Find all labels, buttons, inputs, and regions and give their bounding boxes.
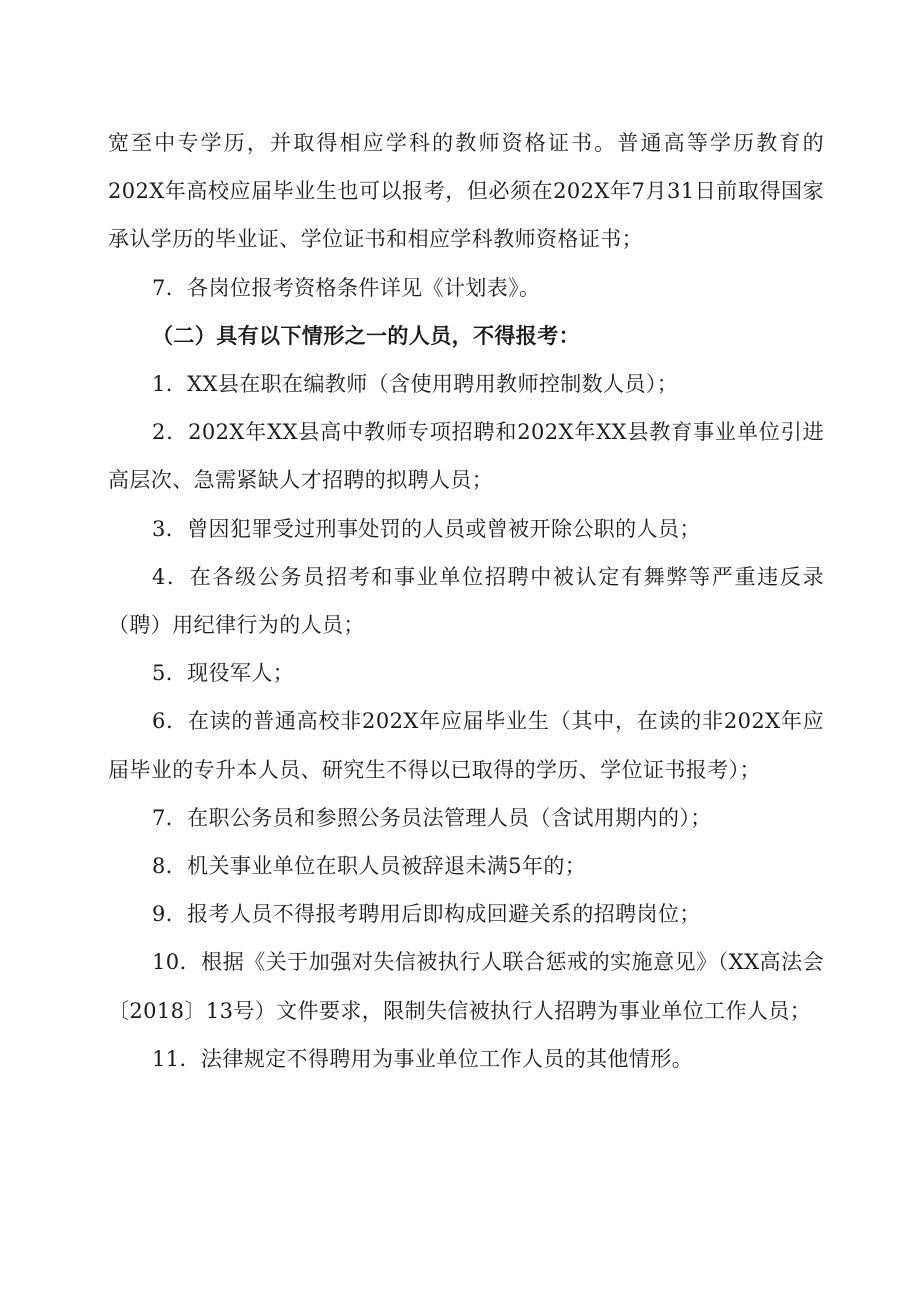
list-item: 3．曾因犯罪受过刑事处罚的人员或曾被开除公职的人员； [152, 516, 701, 541]
list-item: 8．机关事业单位在职人员被辞退未满5年的； [152, 854, 587, 879]
list-item: 2．202X年XX县高中教师专项招聘和202X年XX县教育事业单位引进高层次、急需紧缺人才招聘的拟聘人员； [108, 420, 824, 493]
document-body [108, 119, 824, 1083]
list-item: 10．根据《关于加强对失信被执行人联合惩戒的实施意见》（XX高法会〔2018〕13号）文件要求，限制失信被执行人招聘为事业单位工作人员； [108, 950, 824, 1023]
section-heading: （二）具有以下情形之一的人员，不得报考： [152, 322, 580, 348]
paragraph-item-7: 7．各岗位报考资格条件详见《计划表》。 [152, 275, 541, 300]
list-item: 5．现役军人； [152, 661, 295, 686]
list-item: 9．报考人员不得报考聘用后即构成回避关系的招聘岗位； [152, 902, 701, 927]
list-item: 1．XX县在职在编教师（含使用聘用教师控制数人员）； [152, 372, 679, 397]
list-item: 11．法律规定不得聘用为事业单位工作人员的其他情形。 [152, 1046, 694, 1071]
list-item: 6．在读的普通高校非202X年应届毕业生（其中，在读的非202X年应届毕业的专升本人员、研究生不得以已取得的学历、学位证书报考）； [108, 709, 824, 782]
list-item: 4．在各级公务员招考和事业单位招聘中被认定有舞弊等严重违反录（聘）用纪律行为的人员； [108, 564, 824, 638]
list-item: 7．在职公务员和参照公务员法管理人员（含试用期内的）； [152, 805, 712, 830]
paragraph-continuation: 宽至中专学历，并取得相应学科的教师资格证书。普通高等学历教育的202X年高校应届毕业生也可以报考，但必须在202X年7月31日前取得国家承认学历的毕业证、学位证书和相应学科教师资格证书； [108, 131, 824, 252]
